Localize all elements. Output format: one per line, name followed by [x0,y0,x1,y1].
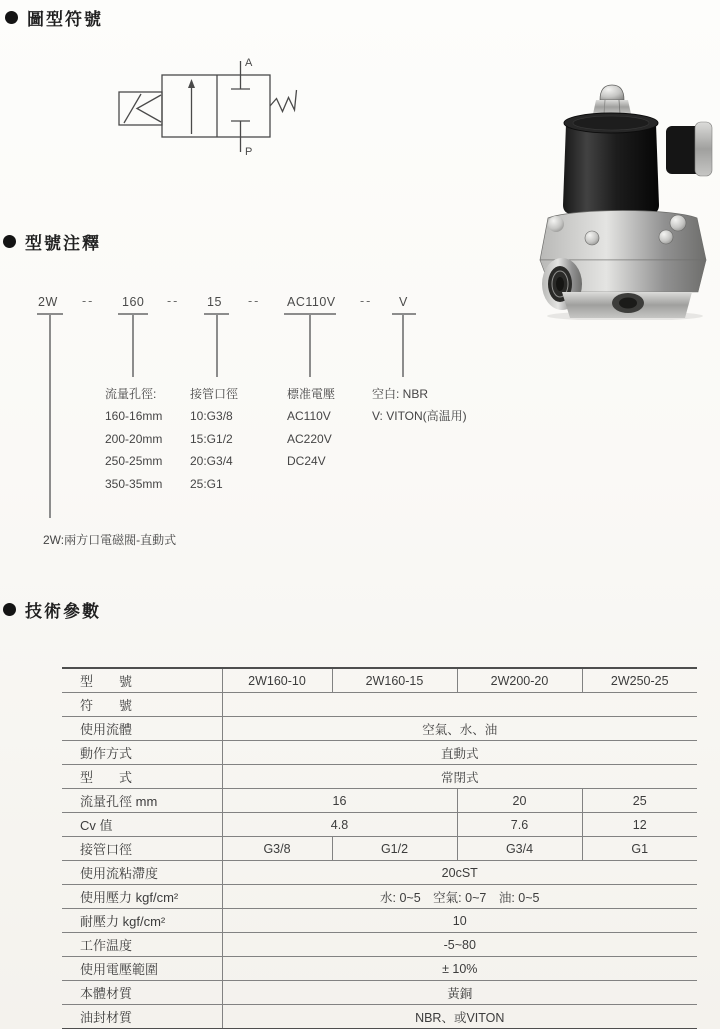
connector-line [309,313,311,377]
legend-item: 350-35mm [105,476,163,491]
valve-schematic-diagram [110,50,310,165]
product-photo-solenoid-valve [530,60,720,320]
row-label: 耐壓力 kgf/cm² [62,909,222,933]
legend-item: 20:G3/4 [190,454,233,469]
legend-item: AC220V [287,431,332,446]
section-title-model-notes: 型號注釋 [25,234,101,253]
table-row [62,957,697,981]
legend-header: 空白: NBR [372,387,429,401]
legend-header: 流量孔徑: [105,387,157,401]
legend-item: 25:G1 [190,476,223,491]
row-label: 工作温度 [62,933,222,957]
table-row [62,837,697,861]
model-code-dash: -- [360,294,373,308]
section-title-graphic-symbol: 圖型符號 [27,10,103,29]
legend-item: 250-25mm [105,454,163,469]
value-cell: 20cST [222,861,697,885]
value-cell: G3/4 [457,837,582,861]
table-row [62,741,697,765]
model-code-orifice: 160 [122,295,145,309]
connector-line [49,313,51,518]
table-row [62,933,697,957]
legend-orifice-column [105,383,162,495]
row-label: Cv 值 [62,813,222,837]
legend-item: 160-16mm [105,409,163,424]
table-row [62,813,697,837]
legend-seal-column [372,383,467,428]
legend-item: 200-20mm [105,431,163,446]
port-a-label: A [245,57,253,69]
value-cell: 直動式 [222,741,697,765]
connector-line [132,313,134,377]
table-row [62,861,697,885]
legend-item: V: VITON(高温用) [372,409,467,424]
value-cell: 4.8 [222,813,457,837]
value-cell: 水: 0~5 空氣: 0~7 油: 0~5 [222,885,697,909]
value-cell: 7.6 [457,813,582,837]
legend-header: 接管口徑 [190,387,239,401]
value-cell: 12 [582,813,697,837]
value-cell: -5~80 [222,933,697,957]
section-header-tech-specs [3,597,101,622]
section-header-model-notes [3,229,101,254]
model-code-port: 15 [207,295,222,309]
value-cell: NBR、或VITON [222,1005,697,1029]
row-label: 流量孔徑 mm [62,789,222,813]
table-row [62,717,697,741]
port-p-label: P [245,146,253,158]
legend-header: 標准電壓 [287,387,336,401]
model-cell: 2W200-20 [457,668,582,693]
spring-symbol [270,90,297,112]
value-cell: G3/8 [222,837,332,861]
row-label: 使用流體 [62,717,222,741]
connector-line [402,313,404,377]
table-row [62,885,697,909]
value-cell: ± 10% [222,957,697,981]
value-cell: 25 [582,789,697,813]
row-label: 使用壓力 kgf/cm² [62,885,222,909]
connector-line [216,313,218,377]
legend-item: DC24V [287,454,326,469]
section-title-tech-specs: 技術參數 [25,602,101,621]
table-row [62,1005,697,1029]
row-label: 型 式 [62,765,222,789]
row-label: 符 號 [62,693,222,717]
model-code-dash: -- [82,294,95,308]
value-cell: 黃銅 [222,981,697,1005]
model-cell: 2W250-25 [582,668,697,693]
table-row [62,693,697,717]
value-cell: 空氣、水、油 [222,717,697,741]
model-code-series: 2W [38,295,58,309]
table-row [62,789,697,813]
section-bullet-icon [3,603,16,616]
table-row [62,909,697,933]
legend-voltage-column [287,383,335,473]
section-header-graphic-symbol [5,5,103,30]
table-row [62,765,697,789]
section-bullet-icon [5,11,18,24]
model-code-dash: -- [167,294,180,308]
value-cell: 常閉式 [222,765,697,789]
model-cell: 2W160-15 [332,668,457,693]
value-cell: 16 [222,789,457,813]
row-label: 接管口徑 [62,837,222,861]
legend-item: 10:G3/8 [190,409,233,424]
row-label: 使用流粘滯度 [62,861,222,885]
legend-item: 15:G1/2 [190,431,233,446]
spec-table [62,667,697,1029]
connector-line [392,313,416,315]
value-cell: G1 [582,837,697,861]
value-cell: 10 [222,909,697,933]
value-cell: G1/2 [332,837,457,861]
row-label: 動作方式 [62,741,222,765]
legend-item: AC110V [287,409,331,424]
row-label: 型 號 [62,668,222,693]
row-label: 本體材質 [62,981,222,1005]
legend-port-column [190,383,238,495]
table-row [62,668,697,693]
table-row [62,981,697,1005]
value-cell: 20 [457,789,582,813]
section-bullet-icon [3,235,16,248]
series-note: 2W:兩方口電磁閥-直動式 [43,533,177,547]
model-code-voltage: AC110V [287,295,336,309]
model-code-seal: V [399,295,408,309]
value-cell [222,693,697,717]
row-label: 使用電壓範圍 [62,957,222,981]
model-code-dash: -- [248,294,261,308]
row-label: 油封材質 [62,1005,222,1029]
model-cell: 2W160-10 [222,668,332,693]
